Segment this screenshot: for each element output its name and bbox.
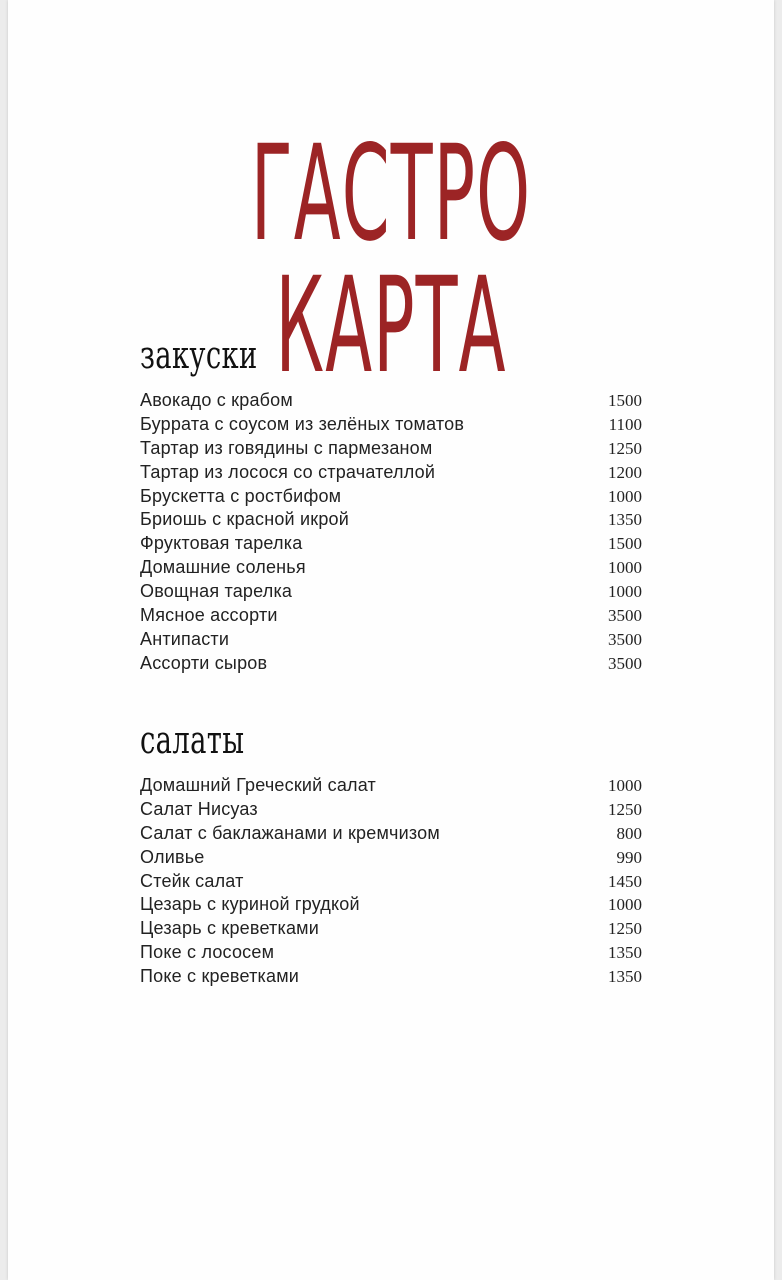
menu-item bbox=[140, 413, 642, 437]
menu-item-price: 1250 bbox=[608, 919, 642, 939]
menu-item-name: Фруктовая тарелка bbox=[140, 533, 303, 554]
menu-item-name: Мясное ассорти bbox=[140, 605, 278, 626]
menu-item-name: Поке с креветками bbox=[140, 966, 300, 987]
menu-item-name: Поке с лососем bbox=[140, 942, 275, 963]
menu-item bbox=[140, 628, 642, 652]
menu-item-name: Цезарь с креветками bbox=[140, 918, 320, 939]
menu-list-zakuski bbox=[140, 389, 642, 676]
menu-item-price: 1000 bbox=[608, 895, 642, 915]
menu-item-price: 1000 bbox=[608, 486, 642, 506]
menu-item-price: 1350 bbox=[608, 967, 642, 987]
menu-item-name: Домашние соленья bbox=[140, 557, 306, 578]
menu-item-name: Домашний Греческий салат bbox=[140, 775, 376, 795]
menu-page bbox=[8, 0, 774, 1280]
menu-item-price: 1350 bbox=[608, 943, 642, 963]
menu-item bbox=[140, 461, 642, 485]
menu-item-name: Буррата с соусом из зелёных томатов bbox=[140, 413, 465, 434]
menu-item-name: Брускетта с ростбифом bbox=[140, 485, 342, 506]
menu-item-name: Салат с баклажанами и кремчизом bbox=[140, 822, 440, 843]
menu-item-price: 1000 bbox=[608, 582, 642, 602]
menu-item-price: 1500 bbox=[608, 534, 642, 554]
menu-item bbox=[140, 917, 642, 941]
menu-item-price: 3500 bbox=[608, 629, 642, 649]
section-title-salaty: салаты bbox=[140, 718, 245, 762]
restaurant-logo: ГАСТРО КАРТА bbox=[250, 117, 532, 403]
menu-item-name: Тартар из говядины с пармезаном bbox=[140, 437, 433, 458]
menu-item-price: 1100 bbox=[608, 414, 642, 434]
menu-item-name: Бриошь с красной икрой bbox=[140, 509, 350, 530]
menu-item-price: 1000 bbox=[608, 776, 642, 795]
menu-item-name: Стейк салат bbox=[140, 870, 244, 891]
menu-item bbox=[140, 389, 642, 413]
menu-item bbox=[140, 508, 642, 532]
menu-item bbox=[140, 893, 642, 917]
menu-item-name: Тартар из лосося со страчателлой bbox=[140, 461, 436, 482]
menu-item-price: 3500 bbox=[608, 606, 642, 626]
menu-item-price: 1250 bbox=[608, 438, 642, 458]
menu-item-name: Оливье bbox=[140, 846, 205, 867]
menu-item-name: Овощная тарелка bbox=[140, 581, 293, 602]
menu-item-price: 990 bbox=[616, 847, 642, 867]
menu-item bbox=[140, 822, 642, 846]
menu-item-name: Салат Нисуаз bbox=[140, 798, 258, 819]
menu-item-price: 1350 bbox=[608, 510, 642, 530]
menu-item bbox=[140, 652, 642, 676]
menu-item bbox=[140, 798, 642, 822]
menu-item-name: Ассорти сыров bbox=[140, 652, 268, 673]
section-title-zakuski: закуски bbox=[140, 333, 258, 377]
menu-item-price: 1250 bbox=[608, 799, 642, 819]
menu-item bbox=[140, 437, 642, 461]
menu-item-name: Антипасти bbox=[140, 628, 230, 649]
menu-list-salaty bbox=[140, 774, 642, 989]
menu-item-price: 800 bbox=[616, 823, 642, 843]
menu-item-price: 3500 bbox=[608, 653, 642, 673]
menu-item bbox=[140, 604, 642, 628]
menu-item bbox=[140, 532, 642, 556]
menu-item-name: Цезарь с куриной грудкой bbox=[140, 894, 360, 915]
menu-item bbox=[140, 941, 642, 965]
menu-item-price: 1450 bbox=[608, 871, 642, 891]
menu-item bbox=[140, 485, 642, 509]
menu-item-name: Авокадо с крабом bbox=[140, 390, 293, 410]
menu-item-price: 1000 bbox=[608, 558, 642, 578]
menu-item bbox=[140, 580, 642, 604]
menu-item-price: 1500 bbox=[608, 391, 642, 410]
menu-item bbox=[140, 870, 642, 894]
menu-item bbox=[140, 846, 642, 870]
menu-item-price: 1200 bbox=[608, 462, 642, 482]
menu-item bbox=[140, 556, 642, 580]
menu-item bbox=[140, 965, 642, 989]
menu-item bbox=[140, 774, 642, 798]
